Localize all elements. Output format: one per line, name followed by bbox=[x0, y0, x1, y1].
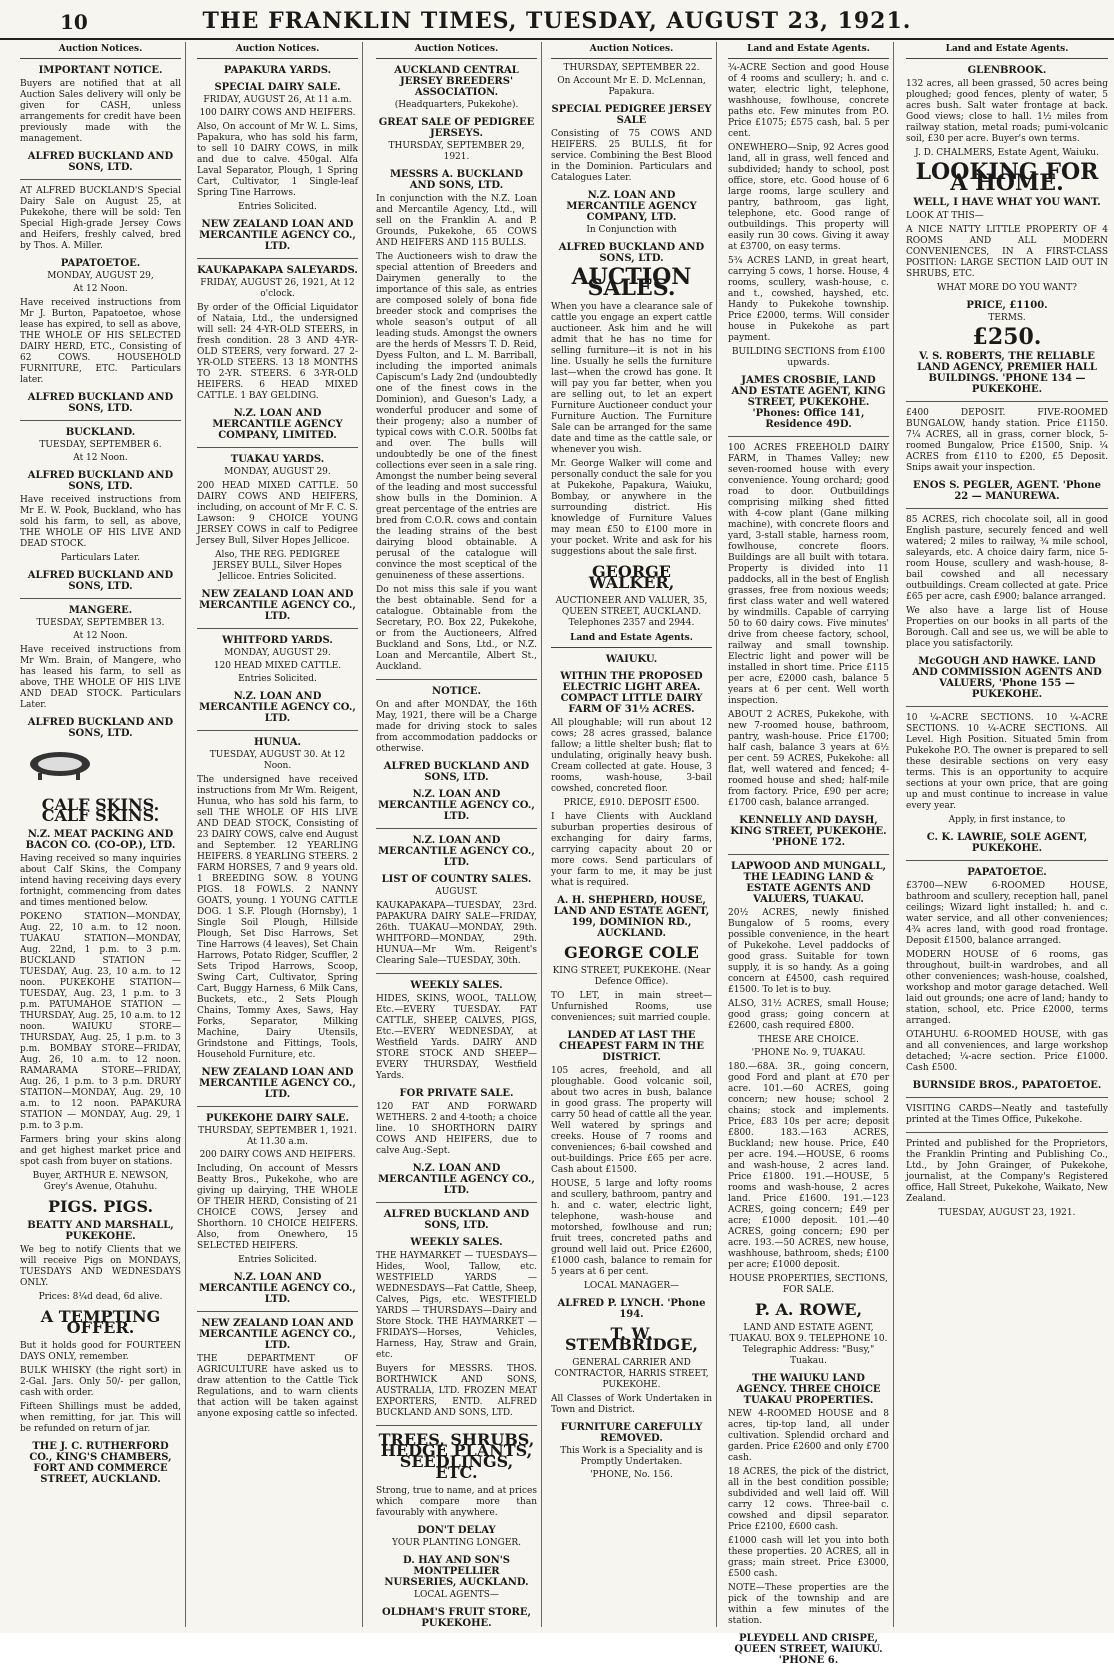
notice-heading: NOTICE. bbox=[431, 686, 482, 697]
notice-paragraph: ABOUT 2 ACRES, Pukekohe, with new 7-roomed house, bathroom, pantry, wash-house. Price £1700; half cash, balance 3 years at 6½ per cent. 59 ACRES, Pukekohe: all flat, well watered and fenced; 4-roomed house and shed; half-mile from factory. Price, £90 per acre; £1700 cash, balance arranged. bbox=[728, 710, 889, 808]
notice-paragraph: AT ALFRED BUCKLAND'S Special Dairy Sale on August 25, at Pukekohe, there will be sold: Ten Special High-grade Jersey Cows and Heifers, freshly calved, bred by Thos. A. Miller. bbox=[20, 186, 181, 251]
notice-paragraph: All ploughable; will run about 12 cows; 28 acres grassed, balance fallow; a little shelter bush; flat to undulating, originally heavy bush. Cream collected at gate. House, 3 rooms, wash-house, 3-bail cowshed, concreted floor. bbox=[551, 718, 712, 794]
notice-paragraph: £3700—NEW 6-ROOMED HOUSE, bathroom and scullery, reception hall, panel ceilings; Wizard light installed; h. and c. water service, and all other conveniences; 4¾ acres land, with good road frontage. Deposit £1500, balance arranged. bbox=[906, 881, 1108, 946]
notice-paragraph: Printed and published for the Proprietors, the Franklin Printing and Publishing Co., Ltd., by John Grainger, of Pukekohe, journalist, at the Company's Registered office, Hall Street, Pukekohe, Waikato, New Zealand. bbox=[906, 1139, 1108, 1204]
notice-heading: MESSRS A. BUCKLAND AND SONS, LTD. bbox=[389, 169, 524, 191]
notice-subline: Entries Solicited. bbox=[238, 1255, 317, 1265]
notice-subline: TUESDAY, AUGUST 23, 1921. bbox=[938, 1208, 1076, 1218]
notice-heading: N.Z. LOAN AND MERCANTILE AGENCY CO., LTD. bbox=[199, 1272, 356, 1305]
notice-heading: FOR PRIVATE SALE. bbox=[399, 1088, 514, 1099]
notice-heading: TUAKAU YARDS. bbox=[230, 454, 325, 465]
notice-heading: AUCKLAND CENTRAL JERSEY BREEDERS' ASSOCIATION. bbox=[394, 65, 519, 98]
column-header: Land and Estate Agents. bbox=[906, 42, 1108, 59]
notice-paragraph: VISITING CARDS—Neatly and tastefully printed at the Times Office, Pukekohe. bbox=[906, 1104, 1108, 1125]
notice-paragraph: Consisting of 75 COWS AND HEIFERS. 25 BULLS, fit for service. Combining the Best Blood in the Dominion. Particulars and Catalogues Later. bbox=[551, 129, 712, 183]
notice-heading: LANDED AT LAST THE CHEAPEST FARM IN THE DISTRICT. bbox=[558, 1030, 705, 1063]
notice-subline: In Conjunction with bbox=[586, 225, 677, 235]
notice-heading: D. HAY AND SON'S MONTPELLIER NURSERIES, AUCKLAND. bbox=[384, 1555, 529, 1588]
rule-divider bbox=[376, 1202, 537, 1203]
notice-heading: KENNELLY AND DAYSH, KING STREET, PUKEKOHE. 'PHONE 172. bbox=[730, 815, 887, 848]
notice-paragraph: 200 HEAD MIXED CATTLE. 50 DAIRY COWS AND HEIFERS, including, on account of Mr F. C. S. Lawson: 9 CHOICE YOUNG JERSEY COWS in calf to Pedigree Jersey Bull, Silver Hopes Jellicoe. bbox=[197, 481, 358, 546]
notice-paragraph: A NICE NATTY LITTLE PROPERTY OF 4 ROOMS AND ALL MODERN CONVENIENCES, IN A FIRST-CLASS POSITION: LARGE SECTION LAID OUT IN SHRUBS, ETC. bbox=[906, 225, 1108, 279]
notice-paragraph: 105 acres, freehold, and all ploughable. Good volcanic soil, about two acres in bush, balance in good grass. The property will carry 50 head of cattle all the year. Well watered by springs and creeks. House of 7 rooms and conveniences; 6-bail cowshed and out-buildings. Price £65 per acre. Cash about £1500. bbox=[551, 1066, 712, 1175]
notice-heading: NEW ZEALAND LOAN AND MERCANTILE AGENCY CO., LTD. bbox=[199, 1318, 356, 1351]
notice-subline: GENERAL CARRIER AND CONTRACTOR, HARRIS STREET, PUKEKOHE. bbox=[554, 1358, 709, 1390]
notice-subline: KING STREET, PUKEKOHE. (Near Defence Office). bbox=[552, 966, 711, 987]
rule-divider bbox=[20, 179, 181, 180]
notice-paragraph: ¾-ACRE Section and good House of 4 rooms and scullery; h. and c. water, electric light, telephone, washhouse, fowlhouse, concrete paths etc. Few minutes from P.O. Price £1075; £575 cash, bal. 5 per cent. bbox=[728, 63, 889, 139]
notice-paragraph: Also, On account of Mr W. L. Sims, Papakura, who has sold his farm, to sell 10 DAIRY COWS, in milk and due to calve. 450gal. Alfa Laval Separator, Plough, 1 Spring Cart, Cultivator, 1 Single-leaf Spring Tine Harrows. bbox=[197, 122, 358, 198]
notice-paragraph: TO LET, in main street—Unfurnished Rooms, use conveniences; suit married couple. bbox=[551, 991, 712, 1023]
notice-paragraph: THE HAYMARKET — TUESDAYS—Hides, Wool, Tallow, etc. WESTFIELD YARDS — WEDNESDAYS—Fat Cattle, Sheep, Calves, Pigs, etc. WESTFIELD YARDS — THURSDAYS—Dairy and Store Stock. THE HAYMARKET — FRIDAYS—Horses, Vehicles, Harness, Hay, Straw and Grain, etc. bbox=[376, 1251, 537, 1360]
rule-divider bbox=[906, 1132, 1108, 1133]
notice-subline: PRICE, £910. DEPOSIT £500. bbox=[563, 798, 700, 808]
notice-paragraph: I have Clients with Auckland suburban properties desirous of exchanging for dairy farms, carrying capacity about 20 or more cows. Send particulars of your farm to me, it may be just what is required. bbox=[551, 812, 712, 888]
notice-heading: ALFRED BUCKLAND AND SONS, LTD. bbox=[383, 1209, 530, 1231]
notice-paragraph: The Auctioneers wish to draw the special attention of Breeders and Dairymen generally to the importance of this sale, as entries are composed solely of bona fide breeder stock and comprises the whole season's output of all leading studs. Amongst the owners are the herds of Messrs T. D. Reid, Dyess Fulton, and L. M. Barriball, including the imported animals Capiscum's Lady 2nd (undoubtedly one of the finest cows in the Dominion), and Gueson's Lady, a wonderful producer and some of their progeny; also a number of typical cows with C.O.R. 500lbs fat and over. The bulls will undoubtedly be one of the finest collections ever seen in a sale ring. Amongst the number being several of the leading and most successful show bulls in the Dominion. A great percentage of the entries are bred from C.O.R. cows and contain the leading strains of the best dairying blood obtainable. A perusal of the catalogue will convince the most sceptical of the genuineness of these assertions. bbox=[376, 252, 538, 581]
page-number: 10 bbox=[60, 10, 88, 34]
rule-divider bbox=[728, 854, 889, 855]
notice-paragraph: Mr. George Walker will come and personally conduct the sale for you at Pukekohe, Papakura, Waiuku, Bombay, or anywhere in the surrounding district. His knowledge of Furniture Values may mean £50 to £100 more in your pocket. Write and ask for his suggestions about the sale first. bbox=[551, 459, 712, 557]
notice-heading: WITHIN THE PROPOSED ELECTRIC LIGHT AREA. COMPACT LITTLE DAIRY FARM OF 31½ ACRES. bbox=[560, 671, 703, 715]
notice-paragraph: The undersigned have received instructions from Mr Wm. Reigent, Hunua, who has sold his farm, to sell THE WHOLE OF HIS LIVE AND DEAD STOCK, Consisting of 23 DAIRY COWS, calve end August and September. 12 YEARLING HEIFERS. 8 YEARLING STEERS. 2 FARM HORSES, 7 and 9 years old. 1 BREEDING SOW. 8 YOUNG PIGS. 18 FOWLS. 2 NANNY GOATS, young. 1 YOUNG CATTLE DOG. 1 S.F. Plough (Hornsby), 1 Single Soil Plough, Hillside Plough, Set Disc Harrows, Set Tine Harrows (4 leaves), Set Chain Harrows, Potato Ridger, Scuffler, 2 Sets Tripod Harrows, Scoop, Swing Cart, Cultivator, Spring Cart, Buggy Harness, 6 Milk Cans, Buckets, etc., 2 Sets Plough Chains, Tommy Axes, Saws, Hay Forks, Separator, Milking Machine, Dairy Utensils, Grindstone and Fittings, Tools, Household Furniture, etc. bbox=[197, 775, 358, 1060]
notice-heading: IMPORTANT NOTICE. bbox=[38, 65, 163, 76]
notice-heading: WAIUKU. bbox=[605, 654, 658, 665]
notice-subline: HOUSE PROPERTIES, SECTIONS, FOR SALE. bbox=[729, 1274, 888, 1295]
notice-heading: PRICE, £1100. bbox=[966, 300, 1048, 311]
notice-paragraph: NEW 4-ROOMED HOUSE and 8 acres, tip-top land, all under cultivation. Splendid orchard and garden. Price £2600 and only £700 cash. bbox=[728, 1409, 889, 1463]
notice-heading: WEEKLY SALES. bbox=[410, 980, 503, 991]
rule-divider bbox=[376, 828, 537, 829]
rule-divider bbox=[197, 1311, 358, 1312]
notice-heading: V. S. ROBERTS, THE RELIABLE LAND AGENCY, PREMIER HALL BUILDINGS. 'PHONE 134 — PUKEKOHE. bbox=[917, 351, 1097, 395]
notice-heading: GREAT SALE OF PEDIGREE JERSEYS. bbox=[378, 117, 535, 139]
notice-heading: SPECIAL PEDIGREE JERSEY SALE bbox=[551, 104, 712, 126]
notice-subline: FRIDAY, AUGUST 26, At 11 a.m. bbox=[203, 95, 352, 105]
notice-subline: TERMS. bbox=[988, 313, 1026, 323]
notice-heading: PLEYDELL AND CRISPE, QUEEN STREET, WAIUKU. 'PHONE 6. bbox=[734, 1633, 883, 1666]
column-1 bbox=[16, 42, 186, 1627]
notice-paragraph: Strong, true to name, and at prices which compare more than favourably with anywhere. bbox=[376, 1486, 537, 1518]
notice-subline: THURSDAY, SEPTEMBER 29, 1921. bbox=[388, 141, 525, 162]
display-heading: P. A. ROWE, bbox=[754, 1300, 863, 1319]
notice-heading: N.Z. LOAN AND MERCANTILE AGENCY COMPANY, LIMITED. bbox=[212, 408, 343, 441]
rule-divider bbox=[906, 706, 1108, 707]
display-heading: CALF SKINS. CALF SKINS. bbox=[41, 795, 160, 825]
notice-heading: ALFRED BUCKLAND AND SONS, LTD. bbox=[27, 717, 174, 739]
notice-heading: KAUKAPAKAPA SALEYARDS. bbox=[197, 265, 358, 276]
notice-heading: N.Z. LOAN AND MERCANTILE AGENCY CO., LTD. bbox=[378, 1163, 535, 1196]
notice-paragraph: Buyers are notified that at all Auction Sales delivery will only be given for CASH, unless arrangements for credit have been previously made with the management. bbox=[20, 79, 181, 144]
display-heading: GEORGE COLE bbox=[564, 943, 699, 962]
notice-subline: YOUR PLANTING LONGER. bbox=[391, 1538, 522, 1548]
notice-subline: At 12 Noon. bbox=[73, 453, 128, 463]
rule-divider bbox=[906, 1097, 1108, 1098]
notice-heading: MANGERE. bbox=[68, 605, 133, 616]
notice-subline: On Account Mr E. D. McLennan, Papakura. bbox=[557, 76, 706, 97]
notice-heading: HUNUA. bbox=[254, 737, 301, 748]
display-heading: PIGS. PIGS. bbox=[47, 1197, 154, 1216]
notice-paragraph: 18 ACRES, the pick of the district, all in the best condition possible; subdivided and well laid off. Will carry 12 cows. Three-bail c. cowshed and dipsil separator. Price £2100, £600 cash. bbox=[728, 1467, 889, 1532]
notice-subline: LOCAL MANAGER— bbox=[583, 1281, 680, 1291]
notice-paragraph: Having received so many inquiries about Calf Skins, the Company intend having receiving days every fortnight, commencing from dates and times mentioned below. bbox=[20, 854, 181, 908]
rule-divider bbox=[197, 447, 358, 448]
rule-divider bbox=[20, 598, 181, 599]
notice-subline: MONDAY, AUGUST 29. bbox=[224, 648, 331, 658]
notice-paragraph: Have received instructions from Mr J. Burton, Papatoetoe, whose lease has expired, to sell as above, THE WHOLE OF HIS SELECTED DAIRY HERD, ETC., Consisting of 62 COWS. HOUSEHOLD FURNITURE, ETC. Particulars later. bbox=[20, 298, 181, 385]
notice-paragraph: 85 ACRES, rich chocolate soil, all in good English pasture, securely fenced and well watered; 2 miles to railway, ¾ mile school, saleyards, etc. A choice dairy farm, nice 5-room House, scullery and wash-house, 8-bail cowshed and all necessary outbuildings. Cream collected at gate. Price £65 per acre, cash £900; balance arranged. bbox=[906, 515, 1108, 602]
notice-paragraph: KAUKAPAKAPA—TUESDAY, 23rd. PAPAKURA DAIRY SALE—FRIDAY, 26th. TUAKAU—MONDAY, 29th. WHITFORD—MONDAY, 29th. HUNUA—Mr Wm. Reigent's Clearing Sale—TUESDAY, 30th. bbox=[376, 901, 537, 966]
notice-subline: At 12 Noon. bbox=[73, 284, 128, 294]
notice-heading: N.Z. MEAT PACKING AND BACON CO. (CO-OP.), LTD. bbox=[25, 829, 176, 851]
notice-heading: LIST OF COUNTRY SALES. bbox=[381, 874, 532, 885]
display-heading: T. W. STEMBRIDGE, bbox=[565, 1324, 698, 1354]
notice-heading: ALFRED BUCKLAND AND SONS, LTD. bbox=[27, 151, 174, 173]
newspaper-title: THE FRANKLIN TIMES, TUESDAY, AUGUST 23, 1921. bbox=[202, 8, 912, 34]
notice-heading: PAPATOETOE. bbox=[60, 258, 141, 269]
notice-subline: At 12 Noon. bbox=[73, 631, 128, 641]
column-header: Land and Estate Agents. bbox=[728, 42, 889, 59]
notice-paragraph: Farmers bring your skins along and get highest market price and spot cash from buyer on stations. bbox=[20, 1135, 181, 1167]
column-3 bbox=[372, 42, 542, 1627]
notice-subline: Entries Solicited. bbox=[238, 202, 317, 212]
notice-paragraph: Have received instructions from Mr E. W. Pook, Buckland, who has sold his farm, to sell, as above, THE WHOLE OF HIS LIVE AND DEAD STOCK. bbox=[20, 495, 181, 549]
rule-divider bbox=[197, 1106, 358, 1107]
notice-paragraph: OTAHUHU. 6-ROOMED HOUSE, with gas and all conveniences, and large workshop detached; ¼-acre section. Price £1000. Cash £500. bbox=[906, 1030, 1108, 1073]
notice-subline: This Work is a Speciality and is Promptly Undertaken. bbox=[560, 1446, 703, 1467]
notice-heading: PAPATOETOE. bbox=[967, 867, 1047, 878]
section-header: Land and Estate Agents. bbox=[551, 631, 712, 648]
rule-divider bbox=[197, 628, 358, 629]
notice-heading: ALFRED BUCKLAND AND SONS, LTD. bbox=[27, 570, 174, 592]
notice-heading: JAMES CROSBIE, LAND AND ESTATE AGENT, KING STREET, PUKEKOHE. 'Phones: Office 141, Residence 49D. bbox=[731, 375, 886, 430]
notice-subline: LOCAL AGENTS— bbox=[414, 1590, 499, 1600]
notice-paragraph: Have received instructions from Mr Wm. Brain, of Mangere, who has leased his farm, to sell as above, THE WHOLE OF HIS LIVE AND DEAD STOCK. Particulars Later. bbox=[20, 645, 181, 710]
notice-paragraph: £1000 cash will let you into both these properties. 20 ACRES, all in grass; main street. Price £3000, £500 cash. bbox=[728, 1536, 889, 1579]
notice-paragraph: In conjunction with the N.Z. Loan and Mercantile Agency, Ltd., will sell on the Franklin A. and P. Grounds, Pukekohe, 65 COWS AND HEIFERS AND 115 BULLS. bbox=[376, 194, 537, 248]
notice-heading: N.Z. LOAN AND MERCANTILE AGENCY COMPANY, LTD. bbox=[566, 190, 697, 223]
notice-heading: BURNSIDE BROS., PAPATOETOE. bbox=[912, 1080, 1102, 1091]
notice-subline: Prices: 8¼d dead, 6d alive. bbox=[38, 1292, 163, 1302]
notice-subline: THESE ARE CHOICE. bbox=[758, 1035, 859, 1045]
display-heading: TREES, SHRUBS, HEDGE PLANTS, SEEDLINGS, ETC. bbox=[378, 1430, 535, 1482]
notice-paragraph: On and after MONDAY, the 16th May, 1921, there will be a Charge made for driving stock to sales from accommodation paddocks or otherwise. bbox=[376, 700, 537, 754]
notice-subline: TUESDAY, SEPTEMBER 13. bbox=[36, 618, 165, 628]
cow-logo-icon bbox=[20, 747, 100, 781]
notice-heading: NEW ZEALAND LOAN AND MERCANTILE AGENCY CO., LTD. bbox=[199, 589, 356, 622]
notice-paragraph: But it holds good for FOURTEEN DAYS ONLY, remember. bbox=[20, 1341, 181, 1362]
notice-heading: WHITFORD YARDS. bbox=[222, 635, 333, 646]
rule-divider bbox=[20, 420, 181, 421]
column-header: Auction Notices. bbox=[197, 42, 358, 59]
notice-paragraph: THE DEPARTMENT OF AGRICULTURE have asked us to draw attention to the Cattle Tick Regulations, and to warn clients that action will be taken against anyone exposing cattle so infected. bbox=[197, 1354, 358, 1419]
notice-subline: Buyer, ARTHUR E. NEWSON, Grey's Avenue, Otahuhu. bbox=[32, 1171, 169, 1192]
notice-heading: PAPAKURA YARDS. bbox=[223, 65, 332, 76]
notice-paragraph: Buyers for MESSRS. THOS. BORTHWICK AND SONS, AUSTRALIA, LTD. FROZEN MEAT EXPORTERS, ENTD. ALFRED BUCKLAND AND SONS, LTD. bbox=[376, 1364, 537, 1418]
notice-paragraph: We beg to notify Clients that we will receive Pigs on MONDAYS, TUESDAYS AND WEDNESDAYS ONLY. bbox=[20, 1245, 181, 1288]
notice-paragraph: ONEWHERO—Snip, 92 Acres good land, all in grass, well fenced and subdivided; handy to school, post office, store, etc. Good house of 6 large rooms, large scullery and pantry, bathroom, gas light, telephone, etc. Good range of outbuildings. This property will easily run 30 cows. Giving it away at £3700, on easy terms. bbox=[728, 143, 889, 252]
rule-divider bbox=[728, 436, 889, 437]
notice-heading: BEATTY AND MARSHALL, PUKEKOHE. bbox=[27, 1220, 174, 1242]
notice-paragraph: MODERN HOUSE of 6 rooms, gas throughout, built-in wardrobes, and all other conveniences; wash-house, coalshed, workshop and motor garage detached. Well laid out grounds; one acre of land; handy to station, school, etc. Price £2000, terms arranged. bbox=[906, 950, 1108, 1026]
notice-heading: OLDHAM'S FRUIT STORE, PUKEKOHE. bbox=[382, 1607, 531, 1629]
notice-paragraph: 10 ¼-ACRE SECTIONS. 10 ¼-ACRE SECTIONS. 10 ¼-ACRE SECTIONS. All Level. High Position. Situated 5min from Pukekohe P.O. The owner is prepared to sell these desirable sections on very easy terms. This is an opportunity to acquire sections at your own price, that are going up and must continue to increase in value every year. bbox=[906, 713, 1108, 811]
rule-divider bbox=[197, 730, 358, 731]
notice-paragraph: 20½ ACRES, newly finished Bungalow of 5 rooms, every possible convenience, in the heart of Pukekohe. Level paddocks of good grass. Suitable for town supply, it is so handy. As a going concern at £4500, cash required £1500. To let is to buy. bbox=[728, 908, 889, 995]
notice-paragraph: ALSO, 31½ ACRES, small House; good grass; going concern at £2600, cash required £800. bbox=[728, 999, 889, 1031]
notice-paragraph: NOTE—These properties are the pick of the township and are within a few minutes of the station. bbox=[728, 1583, 889, 1626]
notice-paragraph: HOUSE, 5 large and lofty rooms and scullery, bathroom, pantry and h. and c. water, electric light, telephone, wash-house and motorshed, fowlhouse and run; fruit trees, concreted paths and ground well laid out. Price £2600, £1000 cash, balance to remain for 5 years at 6 per cent. bbox=[551, 1179, 712, 1277]
notice-heading: NEW ZEALAND LOAN AND MERCANTILE AGENCY CO., LTD. bbox=[199, 219, 356, 252]
column-header: Auction Notices. bbox=[376, 42, 537, 59]
notice-heading: N.Z. LOAN AND MERCANTILE AGENCY CO., LTD. bbox=[378, 835, 535, 868]
column-header: Auction Notices. bbox=[551, 42, 712, 59]
notice-subline: AUGUST. bbox=[435, 887, 478, 897]
rule-divider bbox=[376, 1425, 537, 1426]
notice-paragraph: Including, On account of Messrs Beatty Bros., Pukekohe, who are giving up dairying, THE WHOLE OF THEIR HERD, Consisting of 21 CHOICE COWS, Jersey and Shorthorn. 10 CHOICE HEIFERS. Also, from Onewhero, 15 SELECTED HEIFERS. bbox=[197, 1164, 358, 1251]
large-display-heading: AUCTION SALES. bbox=[571, 264, 692, 301]
notice-subline: BUILDING SECTIONS from £100 upwards. bbox=[731, 347, 886, 368]
display-heading: A TEMPTING OFFER. bbox=[40, 1307, 161, 1337]
notice-subline: THURSDAY, SEPTEMBER 1, 1921. At 11.30 a.m. bbox=[198, 1126, 357, 1147]
notice-heading: LAPWOOD AND MUNGALL, THE LEADING LAND & ESTATE AGENTS AND VALUERS, TUAKAU. bbox=[731, 861, 886, 905]
notice-heading: THE J. C. RUTHERFORD CO., KING'S CHAMBERS, FORT AND COMMERCE STREET, AUCKLAND. bbox=[29, 1441, 172, 1485]
notice-paragraph: £400 DEPOSIT. FIVE-ROOMED BUNGALOW, handy station. Price £1150. 7¼ ACRES, all in grass, corner block, 5-roomed Bungalow, Price £1500, Snip. ¼ ACRES from £110 to £200, £5 Deposit. Snips await your inspection. bbox=[906, 408, 1108, 473]
column-5 bbox=[724, 42, 894, 1666]
notice-subline: TUESDAY, SEPTEMBER 6. bbox=[39, 440, 162, 450]
notice-heading: WEEKLY SALES. bbox=[410, 1237, 503, 1248]
notice-heading: A. H. SHEPHERD, HOUSE, LAND AND ESTATE AGENT, 199, DOMINION RD., AUCKLAND. bbox=[553, 895, 710, 939]
notice-subline: 'PHONE No. 9, TUAKAU. bbox=[751, 1048, 866, 1058]
notice-subline: WHAT MORE DO YOU WANT? bbox=[937, 283, 1077, 293]
notice-subline: MONDAY, AUGUST 29. bbox=[224, 467, 331, 477]
notice-heading: FURNITURE CAREFULLY REMOVED. bbox=[560, 1422, 703, 1444]
column-header: Auction Notices. bbox=[20, 42, 181, 59]
notice-subline: 200 DAIRY COWS AND HEIFERS. bbox=[199, 1150, 356, 1160]
notice-subline: 100 DAIRY COWS AND HEIFERS. bbox=[199, 108, 356, 118]
notice-subline: FRIDAY, AUGUST 26, 1921, At 12 o'clock. bbox=[200, 278, 355, 299]
notice-heading: PUKEKOHE DAIRY SALE. bbox=[205, 1113, 350, 1124]
notice-subline: 120 HEAD MIXED CATTLE. bbox=[213, 661, 342, 671]
notice-heading: ALFRED BUCKLAND AND SONS, LTD. bbox=[558, 242, 705, 264]
notice-subline: AUCTIONEER AND VALUER, 35, QUEEN STREET, AUCKLAND. Telephones 2357 and 2944. bbox=[555, 596, 708, 628]
rule-divider bbox=[197, 258, 358, 259]
column-6 bbox=[902, 42, 1112, 1627]
notice-heading: N.Z. LOAN AND MERCANTILE AGENCY CO., LTD. bbox=[199, 691, 356, 724]
rule-divider bbox=[906, 401, 1108, 402]
notice-subline: Entries Solicited. bbox=[238, 674, 317, 684]
notice-subline: J. D. CHALMERS, Estate Agent, Waiuku. bbox=[915, 148, 1099, 158]
rule-divider bbox=[376, 973, 537, 974]
notice-heading: ALFRED BUCKLAND AND SONS, LTD. bbox=[27, 470, 174, 492]
notice-heading: ENOS S. PEGLER, AGENT. 'Phone 22 — MANUREWA. bbox=[913, 480, 1101, 502]
notice-subline: MONDAY, AUGUST 29, bbox=[47, 271, 154, 281]
notice-heading: C. K. LAWRIE, SOLE AGENT, PUKEKOHE. bbox=[926, 832, 1088, 854]
notice-heading: ALFRED BUCKLAND AND SONS, LTD. bbox=[383, 761, 530, 783]
rule-divider bbox=[376, 679, 537, 680]
notice-heading: NEW ZEALAND LOAN AND MERCANTILE AGENCY CO., LTD. bbox=[199, 1067, 356, 1100]
notice-paragraph: 120 FAT AND FORWARD WETHERS. 2 and 4-tooth; a choice line. 10 SHORTHORN DAIRY COWS AND HEIFERS, due to calve Aug.-Sept. bbox=[376, 1102, 537, 1156]
notice-heading: BUCKLAND. bbox=[65, 427, 136, 438]
notice-paragraph: All Classes of Work Undertaken in Town and District. bbox=[551, 1394, 712, 1415]
notice-heading: SPECIAL DAIRY SALE. bbox=[214, 82, 341, 93]
notice-paragraph: We also have a large list of House Properties on our books in all parts of the Borough. Call and see us, we will be able to place you satisfactorily. bbox=[906, 606, 1108, 649]
notice-paragraph: POKENO STATION—MONDAY, Aug. 22, 10 a.m. to 12 noon. TUAKAU STATION—MONDAY, Aug. 22nd, 1 p.m. to 3 p.m. BUCKLAND STATION — TUESDAY, Aug. 23, 10 a.m. to 12 noon. PUKEKOHE STATION—TUESDAY, Aug. 23, 1 p.m. to 3 p.m. PATUMAHOE STATION — THURSDAY, Aug. 25, 10 a.m. to 12 noon. WAIUKU STORE—THURSDAY, Aug. 25, 1 p.m. to 3 p.m. BOMBAY STORE—FRIDAY, Aug. 26, 10 a.m. to 12 noon. RAMARAMA STORE—FRIDAY, Aug. 26, 1 p.m. to 3 p.m. DRURY STATION—MONDAY, Aug. 29, 10 a.m. to 12 noon. PAPAKURA STATION — MONDAY, Aug. 29, 1 p.m. to 3 p.m. bbox=[20, 912, 181, 1131]
notice-paragraph: LOOK AT THIS— bbox=[906, 211, 984, 221]
column-2 bbox=[193, 42, 363, 1627]
masthead bbox=[0, 0, 1114, 40]
notice-subline: Particulars Later. bbox=[60, 553, 141, 563]
notice-paragraph: 180.—68A. 3R., going concern, good Ford and plant at £70 per acre. 101.—60 ACRES, going concern; new house; school 2 chains; stock and implements. Price, £83 10s per acre; deposit £800. 183.—163 ACRES, Buckland; new house. Price, £40 per acre. 194.—HOUSE, 6 rooms and wash-house, 2 acres land. Price £1800. 191.—HOUSE, 5 rooms and wash-house, 2 acres land. Price £1600. 191.—123 ACRES, going concern; £49 per acre; £1000 deposit. 101.—40 ACRES, going concern; £90 per acre. 193.—50 ACRES, new house, washhouse, bathroom, sheds; £100 per acre; £1000 deposit. bbox=[728, 1062, 890, 1270]
large-display-heading: LOOKING FOR A HOME. bbox=[915, 159, 1099, 196]
notice-subline: THURSDAY, SEPTEMBER 22. bbox=[563, 63, 700, 73]
notice-heading: McGOUGH AND HAWKE. LAND AND COMMISSION AGENTS AND VALUERS, 'Phone 155 — PUKEKOHE. bbox=[912, 656, 1102, 700]
notice-paragraph: 100 ACRES FREEHOLD DAIRY FARM, in Thames Valley; new seven-roomed house with every convenience. Young orchard; good road to door. Outbuildings comprising milking shed fitted with 4-cow plant (Gane milking machine), with concrete floors and yard, 3-stall stable, harness room, fowlhouse, concrete floors. Buildings are all built with totara. Property is divided into 11 paddocks, all in the best of English grasses, free from noxious weeds; first class water and well watered by windmills. Capable of carrying 50 to 60 dairy cows. Five minutes' drive from cheese factory, school, railway and small township. Electric light and power will be installed in short time. Price £115 per acre, £2000 cash, balance 5 years at 6 per cent. Well worth inspection. bbox=[728, 443, 889, 706]
notice-heading: DON'T DELAY bbox=[417, 1525, 496, 1536]
notice-heading: GLENBROOK. bbox=[967, 65, 1047, 76]
notice-heading: N.Z. LOAN AND MERCANTILE AGENCY CO., LTD. bbox=[378, 789, 535, 822]
notice-paragraph: BULK WHISKY (the right sort) in 2-Gal. Jars. Only 50/- per gallon, cash with order. bbox=[20, 1366, 181, 1398]
rule-divider bbox=[906, 860, 1108, 861]
notice-heading: ALFRED P. LYNCH. 'Phone 194. bbox=[557, 1298, 706, 1320]
notice-subline: LAND AND ESTATE AGENT, TUAKAU. BOX 9. TELEPHONE 10. Telegraphic Address: "Busy," Tuakau. bbox=[729, 1323, 888, 1366]
notice-heading: ALFRED BUCKLAND AND SONS, LTD. bbox=[27, 392, 174, 414]
notice-heading: WELL, I HAVE WHAT YOU WANT. bbox=[913, 197, 1101, 208]
notice-paragraph: Do not miss this sale if you want the best obtainable. Send for a catalogue. Obtainable from the Secretary, P.O. Box 22, Pukekohe, or from the Auctioneers, Alfred Buckland and Sons, Ltd., or N.Z. Loan and Mercantile, Albert St., Auckland. bbox=[376, 585, 537, 672]
notice-subline: 'PHONE, No. 156. bbox=[590, 1470, 673, 1480]
notice-paragraph: 5¾ ACRES LAND, in great heart, carrying 5 cows, 1 horse. House, 4 rooms, scullery, wash-house, c. and t., cowshed, hayshed, etc. Handy to Pukekohe township. Price £2000, terms. Will consider house in Pukekohe as part payment. bbox=[728, 256, 889, 343]
notice-heading: THE WAIUKU LAND AGENCY. THREE CHOICE TUAKAU PROPERTIES. bbox=[736, 1373, 881, 1406]
column-4 bbox=[547, 42, 717, 1627]
notice-paragraph: When you have a clearance sale of cattle you engage an expert cattle auctioneer. Ask him and he will admit that he has no time for selling furniture—it is not in his line. Usually he sells the furniture last—when the crowd has gone. It will pay you far better, when you are selling out, to let an expert Furniture Auctioneer conduct your Furniture Auction. The Furniture Sale can be arranged for the same date and time as the cattle sale, or whenever you wish. bbox=[551, 302, 712, 455]
notice-subline: TUESDAY, AUGUST 30. At 12 Noon. bbox=[209, 750, 346, 771]
notice-paragraph: Fifteen Shillings must be added, when remitting, for jar. This will be refunded on return of jar. bbox=[20, 1402, 181, 1434]
notice-subline: Apply, in first instance, to bbox=[948, 815, 1066, 825]
notice-subline: Also, THE REG. PEDIGREE JERSEY BULL, Silver Hopes Jellicoe. Entries Solicited. bbox=[213, 550, 342, 582]
display-heading: GEORGE WALKER, bbox=[588, 562, 675, 592]
notice-subline: (Headquarters, Pukekohe). bbox=[394, 100, 519, 110]
notice-paragraph: By order of the Official Liquidator of Nataia, Ltd., the undersigned will sell: 24 4-YR-OLD STEERS, in fresh condition. 28 3 AND 4-YR-OLD STEERS, very forward. 27 2-YR-OLD STEERS. 13 18 MONTHS TO 2-YR. STEERS. 6 3-YR-OLD HEIFERS. 6 HEAD MIXED CATTLE. 1 BAY GELDING. bbox=[197, 303, 358, 401]
rule-divider bbox=[906, 508, 1108, 509]
large-display-heading: £250. bbox=[972, 324, 1042, 350]
notice-paragraph: 132 acres, all been grassed, 50 acres being ploughed; good fences, plenty of water, 5 acres bush. Salt water frontage at back. Good views; close to hall. 1½ miles from railway station, metal roads; pumi-volcanic soil, £30 per acre. Buyer's own terms. bbox=[906, 79, 1108, 144]
notice-paragraph: HIDES, SKINS, WOOL, TALLOW, Etc.—EVERY TUESDAY. FAT CATTLE, SHEEP, CALVES, PIGS, Etc.—EVERY WEDNESDAY, at Westfield Yards. DAIRY AND STORE STOCK AND SHEEP—EVERY THURSDAY, Westfield Yards. bbox=[376, 994, 537, 1081]
